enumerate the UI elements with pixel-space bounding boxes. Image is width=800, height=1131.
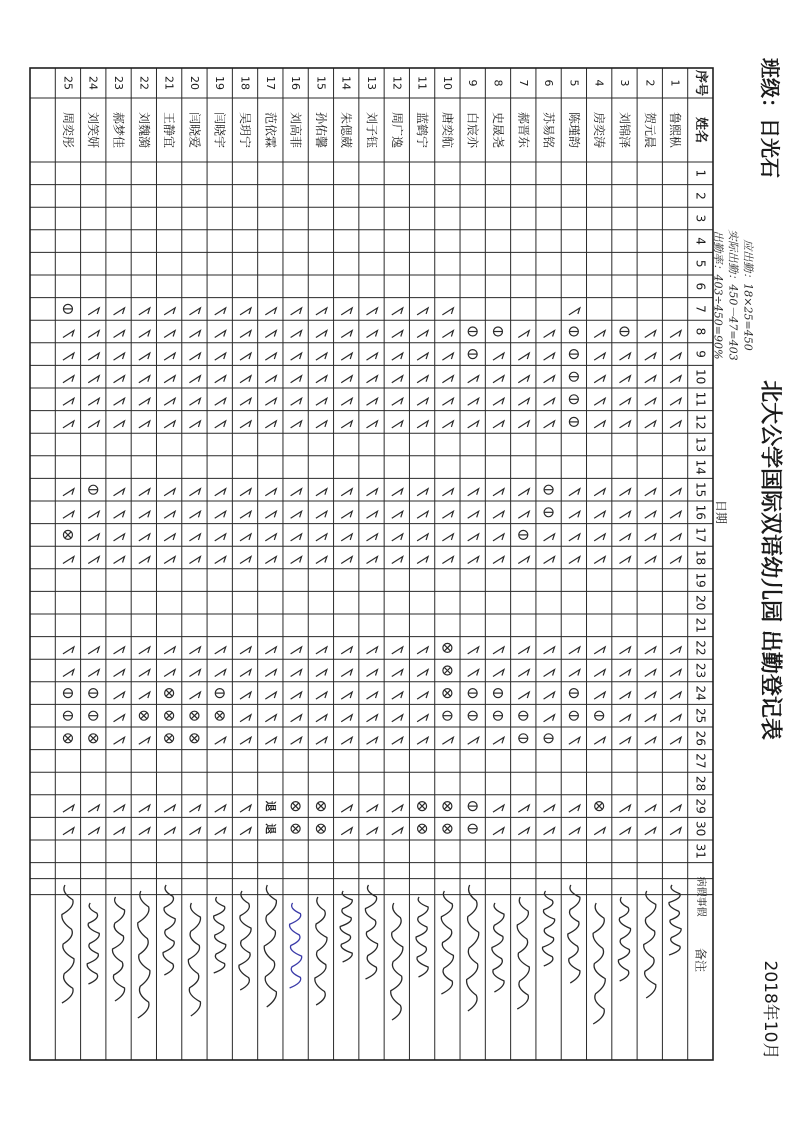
student-no: 4 <box>592 79 606 87</box>
student-no: 14 <box>339 76 353 90</box>
student-no: 7 <box>516 79 530 87</box>
student-no: 2 <box>643 79 657 87</box>
day-number: 18 <box>693 549 708 566</box>
student-no: 20 <box>187 76 201 90</box>
student-no: 21 <box>162 76 176 90</box>
student-name: 郝梦佳 <box>111 111 126 149</box>
student-no: 10 <box>440 76 454 90</box>
student-name: 蓝鹤宁 <box>415 111 430 149</box>
student-no: 3 <box>617 79 631 87</box>
student-name: 范依霖 <box>263 111 278 149</box>
day-number: 22 <box>693 640 708 656</box>
student-name: 闫晓爱 <box>187 111 202 149</box>
student-name: 周奕彤 <box>60 111 75 149</box>
stat-rate: 出勤率：403÷450=90% <box>711 230 725 360</box>
student-name: 鲁熙枞 <box>668 111 683 149</box>
day-number: 6 <box>693 282 708 291</box>
student-name: 刘高菲 <box>288 111 303 149</box>
student-no: 8 <box>491 79 505 87</box>
student-no: 22 <box>137 76 151 90</box>
header-personal: 事假 <box>694 896 706 917</box>
student-name: 陈瑾韵 <box>566 111 581 149</box>
student-no: 24 <box>86 76 100 90</box>
student-name: 刘锦泽 <box>617 111 632 149</box>
header-date: 日期 <box>714 499 728 525</box>
student-name: 刘子钰 <box>364 111 379 149</box>
day-number: 10 <box>693 369 708 385</box>
day-number: 3 <box>693 214 708 223</box>
student-name: 王静宜 <box>162 111 177 149</box>
student-name: 吴玥宁 <box>238 111 253 149</box>
student-no: 6 <box>542 79 556 87</box>
day-number: 2 <box>693 192 708 200</box>
student-name: 贺元晨 <box>642 111 657 149</box>
student-name: 郝晋东 <box>516 111 531 149</box>
student-name: 刘笑妍 <box>86 111 101 149</box>
day-number: 28 <box>693 775 708 792</box>
header-name: 姓名 <box>692 116 708 144</box>
day-number: 31 <box>693 843 708 859</box>
day-number: 26 <box>693 730 708 746</box>
student-no: 17 <box>263 76 277 90</box>
student-name: 白宸亦 <box>465 111 480 149</box>
day-number: 5 <box>693 259 708 268</box>
day-number: 21 <box>693 617 708 633</box>
header-remark: 备注 <box>693 947 708 973</box>
day-number: 17 <box>693 527 708 543</box>
student-no: 18 <box>238 76 252 90</box>
student-no: 9 <box>466 79 480 87</box>
student-no: 19 <box>213 76 227 90</box>
day-number: 1 <box>693 169 708 178</box>
student-no: 15 <box>314 76 328 90</box>
day-number: 29 <box>693 798 708 814</box>
stat-expected: 应出勤：18×25=450 <box>741 239 755 351</box>
page-title: 北大公学国际双语幼儿园 出勤登记表 <box>757 380 783 740</box>
student-name: 孙佑馨 <box>313 111 328 149</box>
day-number: 9 <box>693 350 708 358</box>
class-label: 班级：日光石 <box>758 58 782 178</box>
day-number: 11 <box>693 391 708 407</box>
student-no: 12 <box>390 76 404 90</box>
header-seq: 序号 <box>692 69 708 97</box>
withdrawn-mark: 退 <box>263 823 277 835</box>
day-number: 16 <box>693 504 708 520</box>
day-number: 20 <box>693 595 708 611</box>
student-name: 唐奕航 <box>440 111 455 149</box>
student-name: 苏易铭 <box>541 111 556 149</box>
student-name: 朱偲葳 <box>339 111 354 149</box>
stat-actual: 实际出勤：450－47=403 <box>726 229 740 361</box>
student-no: 13 <box>365 76 378 90</box>
student-no: 1 <box>668 79 682 87</box>
day-number: 25 <box>693 708 708 724</box>
month-label: 2018年10月 <box>760 960 780 1060</box>
day-number: 23 <box>693 662 708 679</box>
header-sick: 病假 <box>694 876 706 897</box>
student-no: 25 <box>61 76 75 90</box>
day-number: 14 <box>693 459 708 475</box>
student-name: 周广逸 <box>389 111 404 149</box>
student-name: 房奕涛 <box>592 111 607 149</box>
student-no: 16 <box>289 76 303 90</box>
day-number: 13 <box>693 436 708 453</box>
day-number: 24 <box>693 685 708 701</box>
student-no: 5 <box>567 79 581 87</box>
student-name: 史晟尧 <box>490 111 505 149</box>
student-no: 11 <box>415 76 429 90</box>
day-number: 30 <box>693 821 708 837</box>
withdrawn-mark: 退 <box>263 800 277 812</box>
day-number: 7 <box>693 305 708 313</box>
student-name: 闫晓宇 <box>212 111 227 149</box>
day-number: 15 <box>693 482 708 498</box>
day-number: 27 <box>693 753 708 769</box>
day-number: 12 <box>693 414 708 430</box>
day-number: 8 <box>693 327 708 336</box>
day-number: 4 <box>693 237 708 245</box>
student-name: 刘魏漪 <box>136 111 151 149</box>
day-number: 19 <box>693 572 708 588</box>
student-no: 23 <box>112 75 126 90</box>
